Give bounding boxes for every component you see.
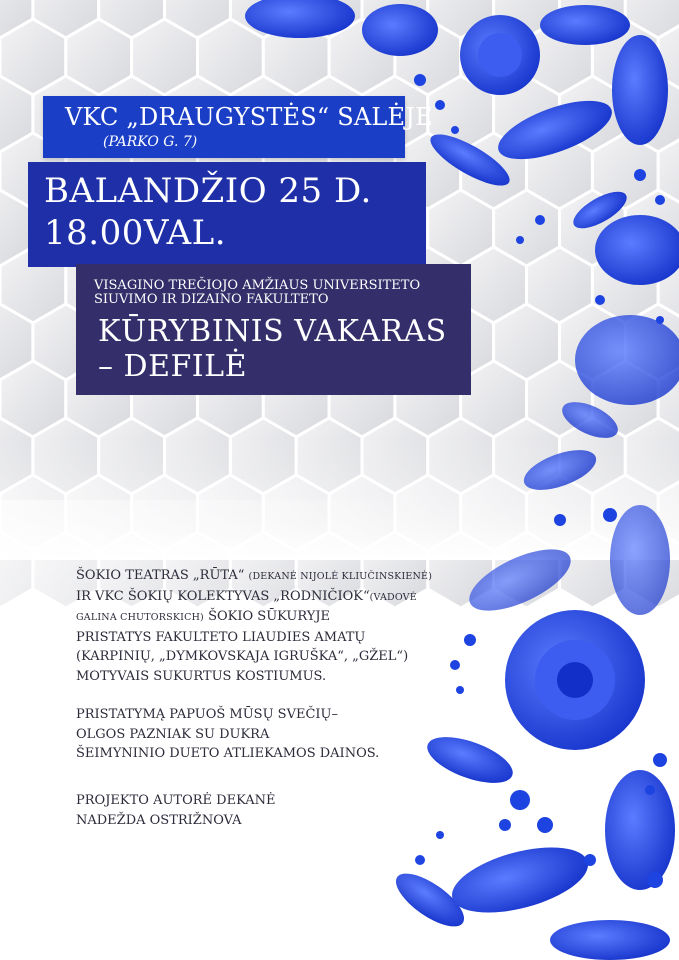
desc-text: MOTYVAIS SUKURTUS KOSTIUMUS. [76,668,327,684]
desc-text: PRISTATYMĄ PAPUOŠ MŪSŲ SVEČIŲ– [76,707,338,722]
desc-text: ŠEIMYNINIO DUETO ATLIEKAMOS DAINOS. [76,746,380,761]
description-paragraph-1 [76,566,432,686]
organizer-line-1: VISAGINO TREČIOJO AMŽIAUS UNIVERSITETO [94,278,421,293]
event-banner [76,264,471,395]
desc-text: ŠOKIO TEATRAS „RŪTA“ [76,568,249,583]
desc-text: NADEŽDA OSTRIŽNOVA [76,812,242,828]
desc-text: OLGOS PAZNIAK SU DUKRA [76,726,270,742]
venue-banner [43,96,433,158]
organizer-line-2: SIUVIMO IR DIZAINO FAKULTETO [94,292,329,307]
desc-note: GALINA CHUTORSKICH) [76,612,204,623]
date-banner [28,162,426,267]
description-paragraph-3 [76,791,276,830]
description-paragraph-2 [76,705,379,764]
event-time: 18.00VAL. [44,213,227,253]
desc-text: ŠOKIO SŪKURYJE [203,609,331,624]
desc-note: (VADOVĖ [369,591,417,603]
venue-address: (PARKO G. 7) [103,134,198,150]
event-date: BALANDŽIO 25 D. [44,171,372,211]
desc-text: IR VKC ŠOKIŲ KOLEKTYVAS „RODNIČIOK“ [76,588,370,604]
desc-text: (KARPINIŲ, „DYMKOVSKAJA IGRUŠKA“, „GŽEL“) [76,649,409,664]
desc-note: (DEKANĖ NIJOLĖ KLIUČINSKIENĖ) [248,571,433,582]
desc-text: PROJEKTO AUTORĖ DEKANĖ [76,793,276,808]
middle-flower-cluster [519,315,679,498]
desc-text: PRISTATYS FAKULTETO LIAUDIES AMATŲ [76,629,366,645]
event-title-line-2: – DEFILĖ [98,349,247,384]
venue-title: VKC „DRAUGYSTĖS“ SALĖJE [65,103,433,131]
event-title-line-1: KŪRYBINIS VAKARAS [98,314,447,349]
